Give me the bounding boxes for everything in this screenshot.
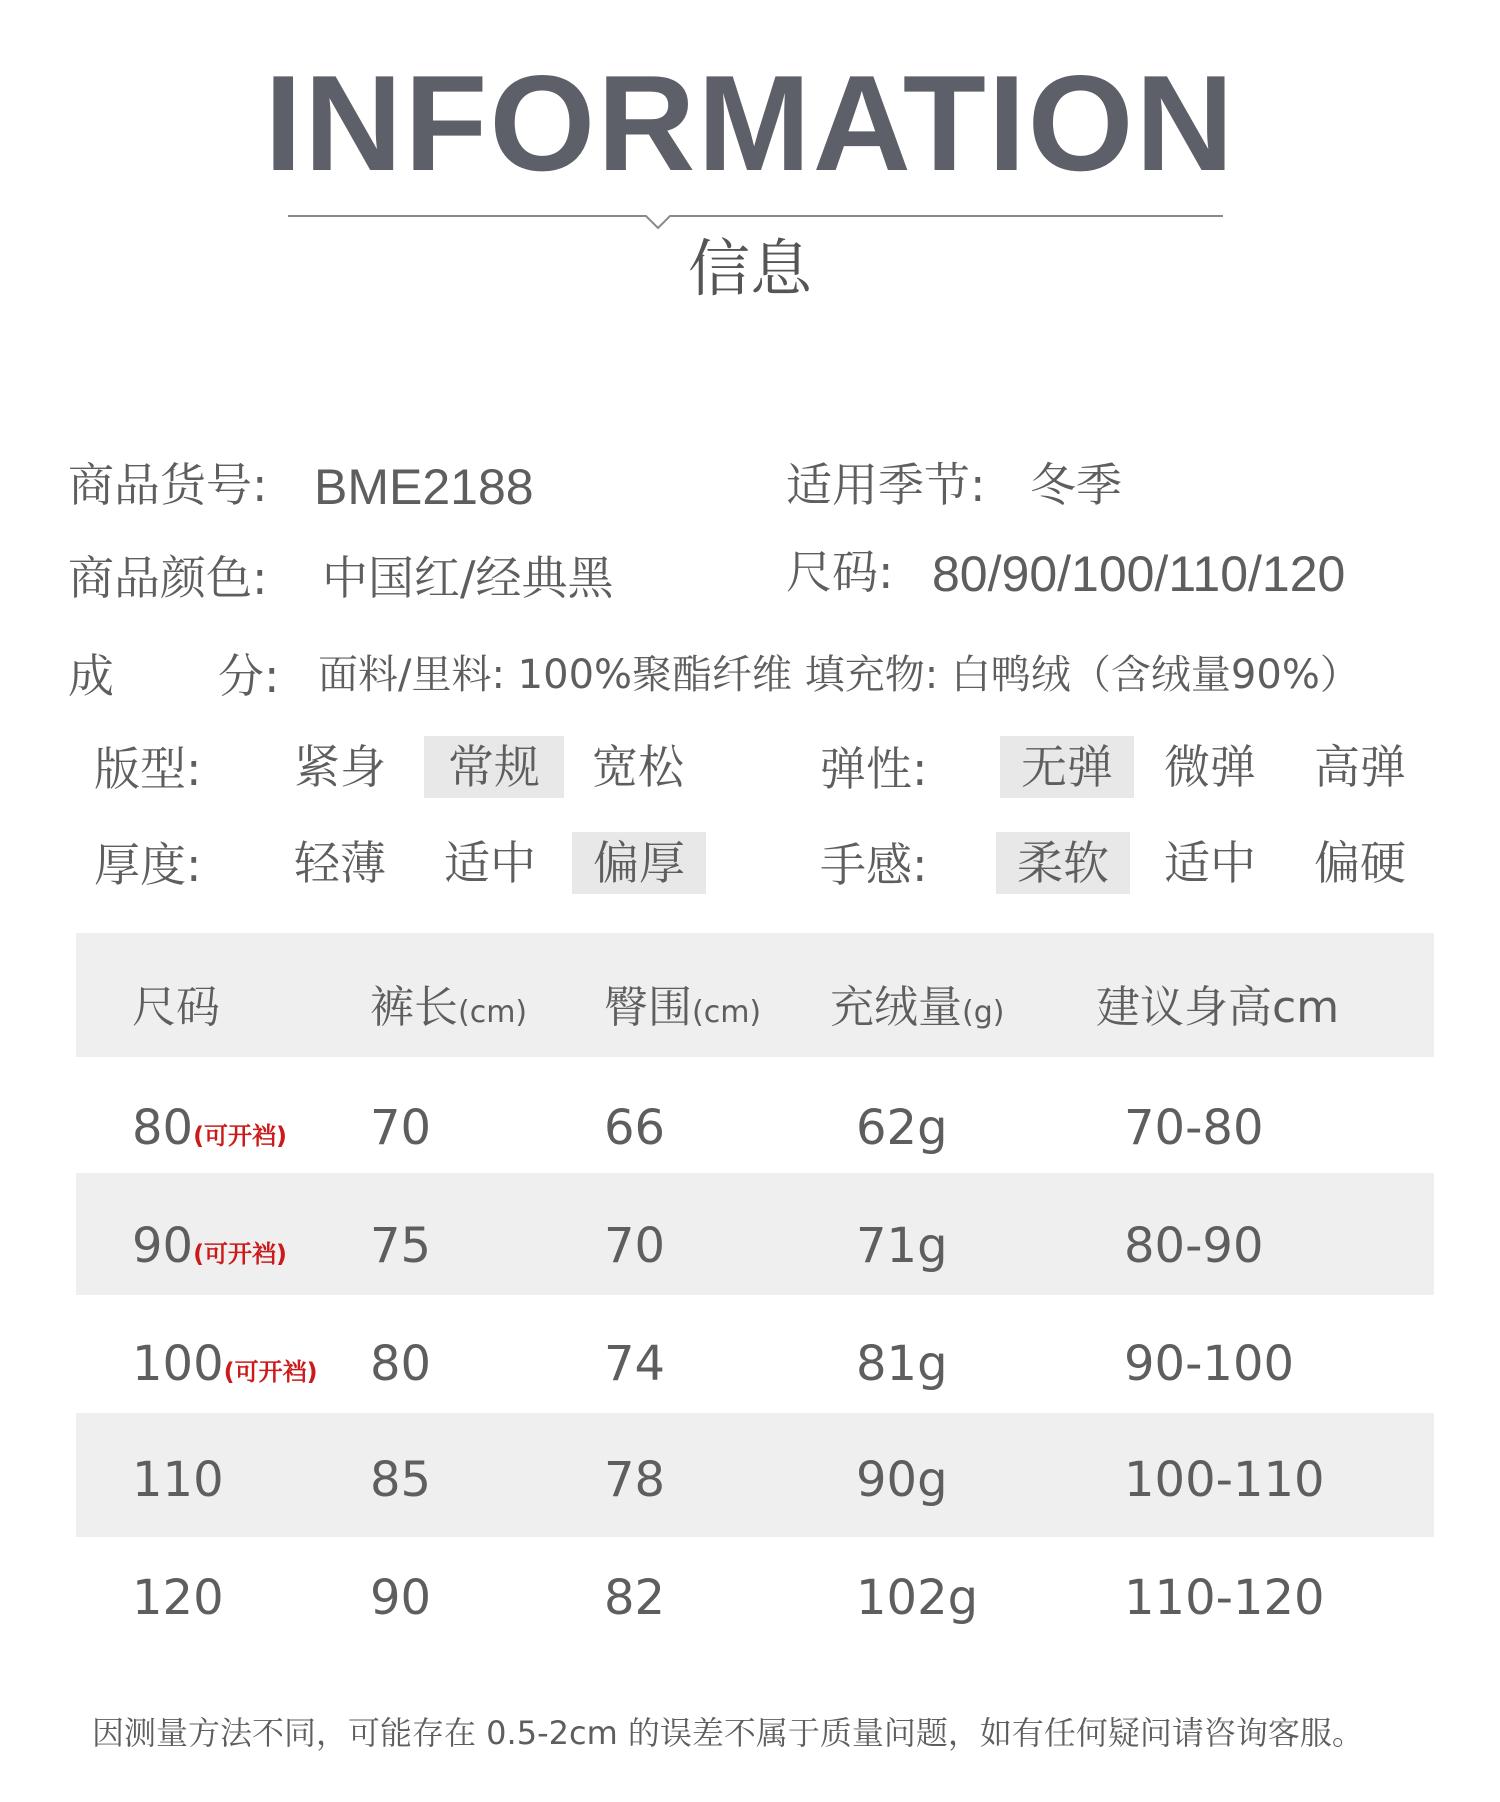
thickness-option-medium: 适中	[444, 836, 536, 890]
season-value: 冬季	[1030, 458, 1122, 512]
cell-hip: 78	[604, 1452, 666, 1508]
feel-option-soft: 柔软	[996, 832, 1130, 894]
table-header-down: 充绒量(g)	[830, 982, 1005, 1033]
item-no-value: BME2188	[314, 459, 534, 515]
cell-height: 90-100	[1124, 1336, 1295, 1392]
composition-value: 面料/里料: 100%聚酯纤维 填充物: 白鸭绒（含绒量90%）	[318, 652, 1360, 698]
color-value: 中国红/经典黑	[322, 551, 614, 605]
page-subtitle: 信息	[687, 232, 812, 305]
cell-length: 80	[370, 1336, 432, 1392]
composition-label-b: 分:	[218, 649, 280, 703]
cell-height: 70-80	[1124, 1100, 1264, 1156]
divider-line	[288, 208, 1223, 234]
elasticity-label: 弹性:	[820, 742, 928, 796]
table-row: 80(可开裆)	[132, 1100, 288, 1156]
size-value: 80/90/100/110/120	[932, 546, 1346, 602]
cell-length: 75	[370, 1218, 432, 1274]
feel-option-stiff: 偏硬	[1314, 836, 1406, 890]
cell-length: 70	[370, 1100, 432, 1156]
cell-hip: 82	[604, 1570, 666, 1626]
cell-height: 100-110	[1124, 1452, 1325, 1508]
elasticity-option-slight: 微弹	[1164, 740, 1256, 794]
table-row: 110	[132, 1452, 224, 1508]
item-no-label: 商品货号:	[68, 458, 268, 512]
table-header-hip: 臀围(cm)	[604, 982, 762, 1033]
thickness-option-thick: 偏厚	[572, 832, 706, 894]
fit-label: 版型:	[94, 742, 202, 796]
cell-down: 71g	[856, 1218, 948, 1274]
cell-hip: 70	[604, 1218, 666, 1274]
fit-option-regular: 常规	[424, 736, 564, 798]
cell-height: 110-120	[1124, 1570, 1325, 1626]
thickness-label: 厚度:	[94, 838, 202, 892]
cell-hip: 66	[604, 1100, 666, 1156]
cell-down: 62g	[856, 1100, 948, 1156]
table-header-length: 裤长(cm)	[370, 982, 528, 1033]
table-row: 90(可开裆)	[132, 1218, 288, 1274]
table-row: 120	[132, 1570, 224, 1626]
color-label: 商品颜色:	[68, 551, 268, 605]
page-title: INFORMATION	[264, 47, 1236, 199]
feel-option-medium: 适中	[1164, 836, 1256, 890]
cell-length: 85	[370, 1452, 432, 1508]
feel-label: 手感:	[820, 838, 928, 892]
season-label: 适用季节:	[786, 458, 986, 512]
thickness-option-light: 轻薄	[294, 836, 386, 890]
composition-label-a: 成	[68, 649, 114, 703]
footer-disclaimer: 因测量方法不同，可能存在 0.5-2cm 的误差不属于质量问题，如有任何疑问请咨询客服。	[92, 1714, 1364, 1752]
cell-hip: 74	[604, 1336, 666, 1392]
cell-height: 80-90	[1124, 1218, 1264, 1274]
fit-option-loose: 宽松	[592, 740, 684, 794]
cell-down: 81g	[856, 1336, 948, 1392]
cell-length: 90	[370, 1570, 432, 1626]
cell-down: 102g	[856, 1570, 979, 1626]
table-header-size: 尺码	[132, 982, 220, 1033]
cell-down: 90g	[856, 1452, 948, 1508]
fit-option-tight: 紧身	[294, 740, 386, 794]
elasticity-option-high: 高弹	[1314, 740, 1406, 794]
table-header-height: 建议身高cm	[1096, 982, 1340, 1033]
size-label: 尺码:	[786, 545, 894, 599]
elasticity-option-none: 无弹	[1000, 736, 1134, 798]
table-row: 100(可开裆)	[132, 1336, 318, 1392]
